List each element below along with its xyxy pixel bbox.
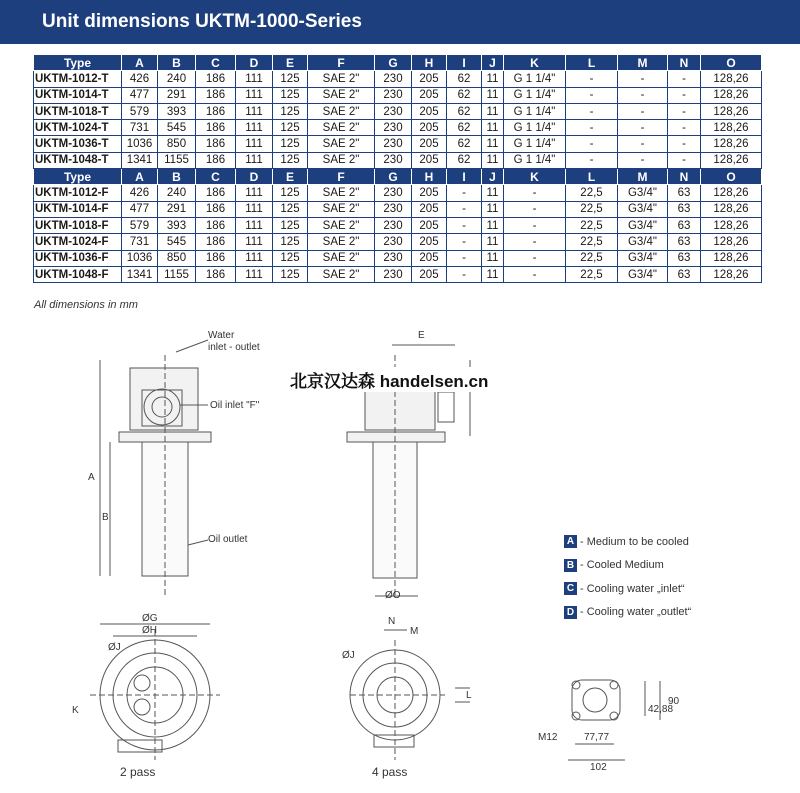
dim-b-label: B bbox=[102, 512, 109, 523]
dim-j-label-4pass: ØJ bbox=[342, 650, 355, 661]
value-cell: G 1 1/4" bbox=[504, 103, 566, 119]
value-cell: 63 bbox=[668, 234, 701, 250]
caption-4-pass: 4 pass bbox=[372, 765, 408, 779]
value-cell: 111 bbox=[236, 217, 273, 233]
dim-h-label: ØH bbox=[142, 625, 157, 636]
dim-90-label: 90 bbox=[668, 696, 680, 707]
value-cell: 128,26 bbox=[701, 234, 762, 250]
value-cell: 186 bbox=[196, 250, 236, 266]
value-cell: 125 bbox=[273, 266, 308, 282]
type-cell: UKTM-1048-T bbox=[34, 152, 122, 168]
value-cell: - bbox=[504, 250, 566, 266]
value-cell: 205 bbox=[412, 185, 447, 201]
value-cell: 22,5 bbox=[566, 234, 618, 250]
value-cell: 205 bbox=[412, 234, 447, 250]
value-cell: 477 bbox=[122, 87, 158, 103]
column-header: G bbox=[375, 55, 412, 71]
value-cell: 291 bbox=[158, 87, 196, 103]
value-cell: 22,5 bbox=[566, 217, 618, 233]
value-cell: 62 bbox=[447, 71, 482, 87]
value-cell: 393 bbox=[158, 103, 196, 119]
value-cell: - bbox=[618, 71, 668, 87]
water-label-2: inlet - outlet bbox=[208, 342, 260, 353]
value-cell: 240 bbox=[158, 185, 196, 201]
value-cell: 125 bbox=[273, 103, 308, 119]
value-cell: 393 bbox=[158, 217, 196, 233]
type-cell: UKTM-1024-F bbox=[34, 234, 122, 250]
value-cell: 1155 bbox=[158, 152, 196, 168]
value-cell: 128,26 bbox=[701, 266, 762, 282]
value-cell: 111 bbox=[236, 87, 273, 103]
value-cell: 205 bbox=[412, 201, 447, 217]
value-cell: 125 bbox=[273, 136, 308, 152]
column-header: H bbox=[412, 169, 447, 185]
value-cell: 128,26 bbox=[701, 136, 762, 152]
oil-inlet-label: Oil inlet "F" bbox=[210, 400, 260, 411]
value-cell: - bbox=[618, 87, 668, 103]
page-title: Unit dimensions UKTM-1000-Series bbox=[42, 11, 362, 32]
value-cell: 230 bbox=[375, 234, 412, 250]
value-cell: 125 bbox=[273, 234, 308, 250]
value-cell: - bbox=[566, 136, 618, 152]
value-cell: 291 bbox=[158, 201, 196, 217]
value-cell: 63 bbox=[668, 266, 701, 282]
value-cell: 11 bbox=[482, 103, 504, 119]
column-header: F bbox=[308, 55, 375, 71]
units-note: All dimensions in mm bbox=[34, 299, 138, 311]
value-cell: 205 bbox=[412, 120, 447, 136]
column-header: B bbox=[158, 55, 196, 71]
value-cell: 186 bbox=[196, 71, 236, 87]
value-cell: 63 bbox=[668, 185, 701, 201]
value-cell: - bbox=[566, 87, 618, 103]
value-cell: 125 bbox=[273, 185, 308, 201]
value-cell: 11 bbox=[482, 217, 504, 233]
type-cell: UKTM-1036-T bbox=[34, 136, 122, 152]
value-cell: G3/4" bbox=[618, 185, 668, 201]
value-cell: 63 bbox=[668, 201, 701, 217]
value-cell: 125 bbox=[273, 120, 308, 136]
value-cell: SAE 2" bbox=[308, 136, 375, 152]
m12-label: M12 bbox=[538, 732, 558, 743]
value-cell: - bbox=[447, 185, 482, 201]
column-header: M bbox=[618, 55, 668, 71]
value-cell: 230 bbox=[375, 136, 412, 152]
value-cell: 205 bbox=[412, 136, 447, 152]
column-header: C bbox=[196, 169, 236, 185]
value-cell: 186 bbox=[196, 266, 236, 282]
value-cell: 128,26 bbox=[701, 201, 762, 217]
value-cell: 128,26 bbox=[701, 120, 762, 136]
value-cell: 22,5 bbox=[566, 250, 618, 266]
value-cell: 128,26 bbox=[701, 185, 762, 201]
column-header: I bbox=[447, 169, 482, 185]
value-cell: - bbox=[618, 120, 668, 136]
dim-102-label: 102 bbox=[590, 762, 607, 773]
legend-item-a: A - Medium to be cooled bbox=[564, 530, 691, 554]
value-cell: 186 bbox=[196, 87, 236, 103]
value-cell: 230 bbox=[375, 217, 412, 233]
column-header: B bbox=[158, 169, 196, 185]
type-cell: UKTM-1018-T bbox=[34, 103, 122, 119]
column-header: N bbox=[668, 169, 701, 185]
value-cell: - bbox=[447, 250, 482, 266]
value-cell: - bbox=[447, 266, 482, 282]
value-cell: - bbox=[566, 120, 618, 136]
value-cell: 186 bbox=[196, 103, 236, 119]
value-cell: - bbox=[504, 266, 566, 282]
value-cell: 128,26 bbox=[701, 103, 762, 119]
value-cell: 62 bbox=[447, 136, 482, 152]
value-cell: - bbox=[618, 152, 668, 168]
type-cell: UKTM-1024-T bbox=[34, 120, 122, 136]
column-header: N bbox=[668, 55, 701, 71]
value-cell: 731 bbox=[122, 234, 158, 250]
value-cell: 477 bbox=[122, 201, 158, 217]
column-header: E bbox=[273, 169, 308, 185]
value-cell: - bbox=[668, 136, 701, 152]
value-cell: 111 bbox=[236, 201, 273, 217]
value-cell: 1036 bbox=[122, 136, 158, 152]
dim-77-label: 77,77 bbox=[584, 732, 610, 743]
value-cell: 111 bbox=[236, 234, 273, 250]
value-cell: G3/4" bbox=[618, 250, 668, 266]
dim-a-label: A bbox=[88, 472, 95, 483]
value-cell: - bbox=[504, 234, 566, 250]
value-cell: 186 bbox=[196, 136, 236, 152]
dim-n-label: N bbox=[388, 616, 396, 627]
value-cell: 205 bbox=[412, 250, 447, 266]
value-cell: 230 bbox=[375, 201, 412, 217]
value-cell: SAE 2" bbox=[308, 201, 375, 217]
value-cell: 186 bbox=[196, 120, 236, 136]
column-header: D bbox=[236, 55, 273, 71]
value-cell: - bbox=[668, 103, 701, 119]
value-cell: G 1 1/4" bbox=[504, 120, 566, 136]
value-cell: 11 bbox=[482, 201, 504, 217]
column-header: J bbox=[482, 55, 504, 71]
value-cell: 63 bbox=[668, 217, 701, 233]
value-cell: 111 bbox=[236, 71, 273, 87]
type-cell: UKTM-1014-F bbox=[34, 201, 122, 217]
value-cell: G3/4" bbox=[618, 266, 668, 282]
value-cell: SAE 2" bbox=[308, 217, 375, 233]
value-cell: - bbox=[566, 71, 618, 87]
value-cell: 426 bbox=[122, 185, 158, 201]
value-cell: 240 bbox=[158, 71, 196, 87]
value-cell: 22,5 bbox=[566, 185, 618, 201]
value-cell: G 1 1/4" bbox=[504, 152, 566, 168]
value-cell: G3/4" bbox=[618, 217, 668, 233]
value-cell: 230 bbox=[375, 250, 412, 266]
value-cell: 125 bbox=[273, 201, 308, 217]
value-cell: 205 bbox=[412, 152, 447, 168]
value-cell: - bbox=[447, 234, 482, 250]
value-cell: 545 bbox=[158, 234, 196, 250]
value-cell: 545 bbox=[158, 120, 196, 136]
value-cell: 128,26 bbox=[701, 87, 762, 103]
value-cell: 230 bbox=[375, 152, 412, 168]
value-cell: 11 bbox=[482, 266, 504, 282]
value-cell: - bbox=[668, 152, 701, 168]
value-cell: SAE 2" bbox=[308, 234, 375, 250]
type-cell: UKTM-1018-F bbox=[34, 217, 122, 233]
value-cell: SAE 2" bbox=[308, 185, 375, 201]
type-cell: UKTM-1012-T bbox=[34, 71, 122, 87]
value-cell: 11 bbox=[482, 87, 504, 103]
value-cell: - bbox=[668, 71, 701, 87]
value-cell: SAE 2" bbox=[308, 152, 375, 168]
column-header: I bbox=[447, 55, 482, 71]
watermark: 北京汉达森 handelsen.cn bbox=[288, 367, 490, 392]
value-cell: G3/4" bbox=[618, 201, 668, 217]
value-cell: - bbox=[447, 201, 482, 217]
value-cell: 62 bbox=[447, 152, 482, 168]
value-cell: 1036 bbox=[122, 250, 158, 266]
value-cell: 22,5 bbox=[566, 266, 618, 282]
value-cell: 111 bbox=[236, 266, 273, 282]
value-cell: 11 bbox=[482, 250, 504, 266]
type-cell: UKTM-1014-T bbox=[34, 87, 122, 103]
value-cell: G 1 1/4" bbox=[504, 71, 566, 87]
value-cell: - bbox=[447, 217, 482, 233]
dim-m-label: M bbox=[410, 626, 419, 637]
type-cell: UKTM-1036-F bbox=[34, 250, 122, 266]
value-cell: 128,26 bbox=[701, 250, 762, 266]
legend-item-d: D - Cooling water „outlet“ bbox=[564, 601, 691, 625]
column-header: L bbox=[566, 55, 618, 71]
dim-o-label: ØO bbox=[385, 590, 401, 601]
dim-e-label: E bbox=[418, 330, 425, 341]
value-cell: 128,26 bbox=[701, 217, 762, 233]
value-cell: 125 bbox=[273, 71, 308, 87]
value-cell: SAE 2" bbox=[308, 120, 375, 136]
dim-g-label: ØG bbox=[142, 613, 158, 624]
value-cell: 230 bbox=[375, 87, 412, 103]
value-cell: 62 bbox=[447, 120, 482, 136]
value-cell: 125 bbox=[273, 87, 308, 103]
value-cell: 11 bbox=[482, 71, 504, 87]
column-header: C bbox=[196, 55, 236, 71]
value-cell: - bbox=[618, 136, 668, 152]
value-cell: 11 bbox=[482, 120, 504, 136]
column-header: O bbox=[701, 169, 762, 185]
value-cell: SAE 2" bbox=[308, 71, 375, 87]
value-cell: - bbox=[566, 103, 618, 119]
column-header: J bbox=[482, 169, 504, 185]
value-cell: 111 bbox=[236, 250, 273, 266]
value-cell: 186 bbox=[196, 152, 236, 168]
value-cell: SAE 2" bbox=[308, 103, 375, 119]
value-cell: 125 bbox=[273, 217, 308, 233]
value-cell: 230 bbox=[375, 71, 412, 87]
value-cell: - bbox=[668, 87, 701, 103]
value-cell: 205 bbox=[412, 103, 447, 119]
dim-k-label: K bbox=[72, 705, 79, 716]
value-cell: SAE 2" bbox=[308, 87, 375, 103]
value-cell: 579 bbox=[122, 217, 158, 233]
value-cell: 426 bbox=[122, 71, 158, 87]
value-cell: 731 bbox=[122, 120, 158, 136]
column-header: H bbox=[412, 55, 447, 71]
value-cell: 125 bbox=[273, 250, 308, 266]
value-cell: G 1 1/4" bbox=[504, 136, 566, 152]
column-header: Type bbox=[34, 55, 122, 71]
dim-j-label: ØJ bbox=[108, 642, 121, 653]
value-cell: 850 bbox=[158, 250, 196, 266]
value-cell: - bbox=[618, 103, 668, 119]
value-cell: 850 bbox=[158, 136, 196, 152]
value-cell: 11 bbox=[482, 136, 504, 152]
value-cell: 11 bbox=[482, 185, 504, 201]
column-header: E bbox=[273, 55, 308, 71]
column-header: G bbox=[375, 169, 412, 185]
value-cell: 22,5 bbox=[566, 201, 618, 217]
dim-l-label: L bbox=[466, 690, 472, 701]
legend-item-c: C - Cooling water „inlet“ bbox=[564, 577, 691, 601]
value-cell: 186 bbox=[196, 217, 236, 233]
value-cell: 63 bbox=[668, 250, 701, 266]
column-header: D bbox=[236, 169, 273, 185]
value-cell: - bbox=[504, 185, 566, 201]
column-header: Type bbox=[34, 169, 122, 185]
value-cell: SAE 2" bbox=[308, 266, 375, 282]
water-label: Water bbox=[208, 330, 235, 341]
oil-outlet-label: Oil outlet bbox=[208, 534, 248, 545]
value-cell: 11 bbox=[482, 152, 504, 168]
value-cell: 125 bbox=[273, 152, 308, 168]
value-cell: 1155 bbox=[158, 266, 196, 282]
value-cell: 230 bbox=[375, 103, 412, 119]
value-cell: 205 bbox=[412, 266, 447, 282]
value-cell: 579 bbox=[122, 103, 158, 119]
value-cell: 1341 bbox=[122, 152, 158, 168]
value-cell: 128,26 bbox=[701, 152, 762, 168]
value-cell: 1341 bbox=[122, 266, 158, 282]
value-cell: SAE 2" bbox=[308, 250, 375, 266]
legend-item-b: B - Cooled Medium bbox=[564, 554, 691, 578]
value-cell: G3/4" bbox=[618, 234, 668, 250]
value-cell: 111 bbox=[236, 152, 273, 168]
value-cell: 62 bbox=[447, 103, 482, 119]
column-header: K bbox=[504, 55, 566, 71]
value-cell: 11 bbox=[482, 234, 504, 250]
value-cell: 186 bbox=[196, 201, 236, 217]
type-cell: UKTM-1048-F bbox=[34, 266, 122, 282]
value-cell: 111 bbox=[236, 136, 273, 152]
caption-2-pass: 2 pass bbox=[120, 765, 156, 779]
column-header: K bbox=[504, 169, 566, 185]
value-cell: 186 bbox=[196, 234, 236, 250]
value-cell: 230 bbox=[375, 120, 412, 136]
value-cell: - bbox=[504, 201, 566, 217]
value-cell: - bbox=[566, 152, 618, 168]
type-cell: UKTM-1012-F bbox=[34, 185, 122, 201]
value-cell: G 1 1/4" bbox=[504, 87, 566, 103]
value-cell: 128,26 bbox=[701, 71, 762, 87]
value-cell: - bbox=[668, 120, 701, 136]
column-header: L bbox=[566, 169, 618, 185]
value-cell: - bbox=[504, 217, 566, 233]
value-cell: 111 bbox=[236, 185, 273, 201]
value-cell: 186 bbox=[196, 185, 236, 201]
column-header: O bbox=[701, 55, 762, 71]
value-cell: 205 bbox=[412, 217, 447, 233]
value-cell: 62 bbox=[447, 87, 482, 103]
value-cell: 205 bbox=[412, 87, 447, 103]
value-cell: 111 bbox=[236, 103, 273, 119]
column-header: A bbox=[122, 55, 158, 71]
legend bbox=[564, 530, 691, 624]
value-cell: 230 bbox=[375, 185, 412, 201]
column-header: F bbox=[308, 169, 375, 185]
value-cell: 230 bbox=[375, 266, 412, 282]
column-header: M bbox=[618, 169, 668, 185]
value-cell: 111 bbox=[236, 120, 273, 136]
dim-42-label: 42,88 bbox=[648, 704, 674, 715]
column-header: A bbox=[122, 169, 158, 185]
value-cell: 205 bbox=[412, 71, 447, 87]
